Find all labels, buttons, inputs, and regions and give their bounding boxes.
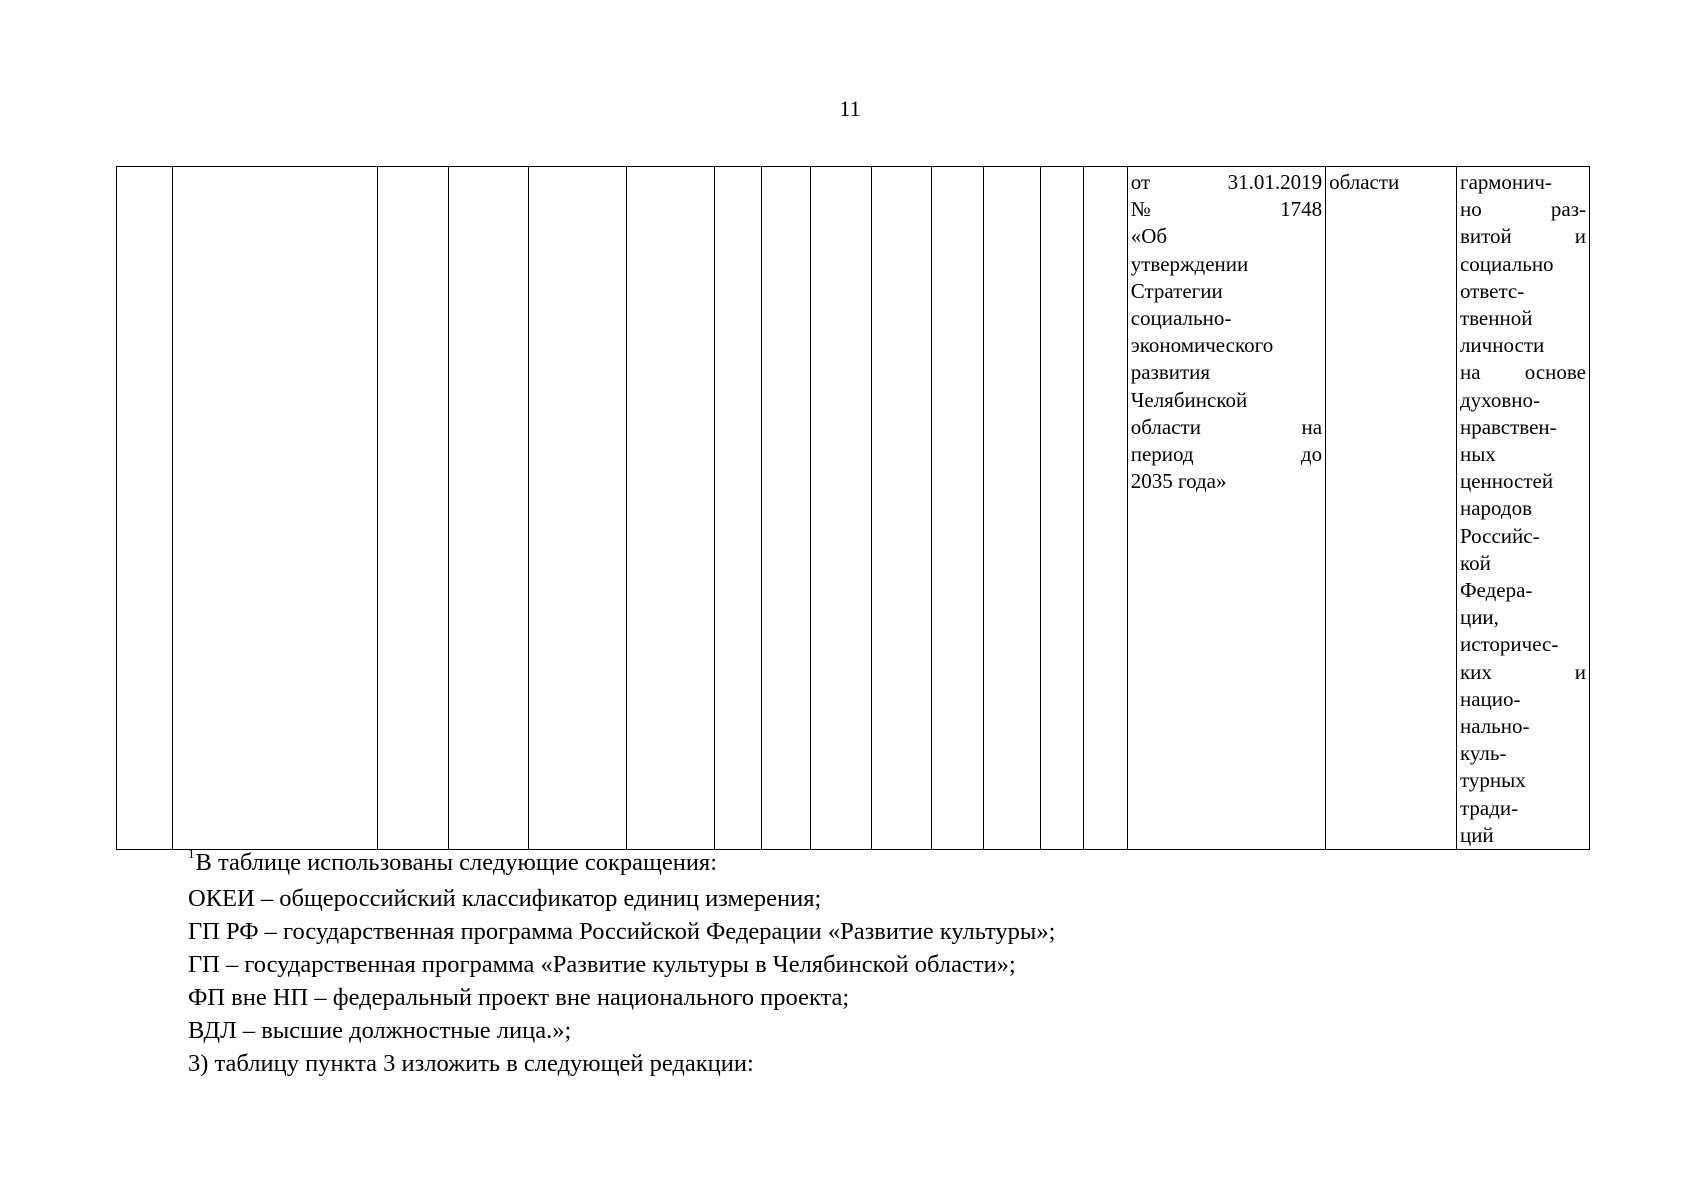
empty-cell <box>983 167 1040 850</box>
cell-text-line <box>1460 387 1586 414</box>
cell-word: до <box>1300 442 1323 467</box>
cell-text-line <box>1131 278 1322 305</box>
cell-word: ответс- <box>1459 278 1525 303</box>
cell-word: «Об <box>1130 224 1168 249</box>
cell-text-line <box>1131 196 1322 223</box>
continuation-table <box>116 166 1590 850</box>
cell-word: 2035 года» <box>1130 469 1227 494</box>
footnote-block <box>188 846 1568 1080</box>
cell-word: Челябинской <box>1130 387 1248 412</box>
cell-text-line <box>1460 659 1586 686</box>
cell-word: утверждении <box>1130 251 1249 276</box>
cell-word: ных <box>1459 442 1496 467</box>
empty-cell <box>762 167 810 850</box>
footnote-line-vdl: ВДЛ – высшие должностные лица.»; <box>188 1017 572 1044</box>
cell-word: духовно- <box>1459 387 1540 412</box>
empty-cell <box>810 167 871 850</box>
cell-word: нацио- <box>1459 686 1521 711</box>
cell-text-line <box>1460 441 1586 468</box>
cell-text-line <box>1131 359 1322 386</box>
cell-text-line <box>1460 169 1586 196</box>
footnote-line-okei: ОКЕИ – общероссийский классификатор единиц измерения; <box>188 885 822 912</box>
cell-word: историчес- <box>1459 632 1559 657</box>
cell-word: ции, <box>1459 605 1499 630</box>
cell-word: социально <box>1459 251 1554 276</box>
table-row <box>117 167 1590 850</box>
cell-word: гармонич- <box>1459 170 1552 194</box>
document-reference-cell <box>1127 167 1325 850</box>
footnote-heading: В таблице использованы следующие сокращения: <box>195 849 718 876</box>
cell-text-line <box>1460 223 1586 250</box>
cell-text-line <box>1131 169 1322 196</box>
cell-text-line <box>1460 767 1586 794</box>
empty-cell <box>117 167 173 850</box>
cell-word: основе <box>1524 360 1586 385</box>
instruction-line: 3) таблицу пункта 3 изложить в следующей редакции: <box>188 1050 754 1077</box>
empty-cell <box>528 167 627 850</box>
cell-word: и <box>1574 224 1586 249</box>
footnote-line-gp-rf: ГП РФ – государственная программа Российской Федерации «Развитие культуры»; <box>188 918 1056 945</box>
cell-text-line <box>1460 305 1586 332</box>
empty-cell <box>932 167 983 850</box>
cell-text-line <box>1460 550 1586 577</box>
cell-word: тради- <box>1459 795 1519 820</box>
cell-word: витой <box>1459 224 1512 249</box>
cell-text-line <box>1460 795 1586 822</box>
cell-text-line <box>1460 713 1586 740</box>
region-cell <box>1326 167 1457 850</box>
cell-word: 31.01.2019 <box>1227 170 1323 194</box>
cell-text-line <box>1131 468 1322 495</box>
document-reference-text <box>1128 167 1325 495</box>
cell-text-line <box>1460 604 1586 631</box>
footnote-heading-line <box>188 846 1568 882</box>
cell-word: кой <box>1459 550 1491 575</box>
empty-cell <box>627 167 715 850</box>
cell-word: раз- <box>1550 197 1586 222</box>
cell-text-line <box>1460 278 1586 305</box>
goal-text <box>1457 167 1589 849</box>
cell-word: ций <box>1459 822 1494 847</box>
cell-text-line <box>1131 387 1322 414</box>
cell-text-line <box>1460 523 1586 550</box>
empty-cell <box>715 167 762 850</box>
cell-word: личности <box>1459 333 1545 358</box>
cell-word: экономического <box>1130 333 1274 358</box>
cell-text-line <box>1460 414 1586 441</box>
page-number: 11 <box>839 96 861 121</box>
cell-text-line <box>1460 196 1586 223</box>
cell-text-line <box>1131 305 1322 332</box>
cell-word: развития <box>1130 360 1211 385</box>
empty-cell <box>377 167 448 850</box>
cell-word: период <box>1130 442 1194 467</box>
cell-text-line <box>1460 822 1586 849</box>
cell-word: ценностей <box>1459 469 1554 494</box>
cell-word: и <box>1574 659 1586 684</box>
cell-word: № <box>1130 197 1151 222</box>
cell-text-line <box>1131 223 1322 250</box>
cell-text-line <box>1460 251 1586 278</box>
cell-text-line <box>1460 577 1586 604</box>
empty-cell <box>173 167 377 850</box>
cell-text-line <box>1460 495 1586 522</box>
cell-text-line <box>1460 740 1586 767</box>
cell-text-line <box>1460 631 1586 658</box>
empty-cell <box>1041 167 1084 850</box>
cell-text-line <box>1131 441 1322 468</box>
footnote-marker: 1 <box>188 846 195 861</box>
cell-word: нально- <box>1459 714 1530 739</box>
cell-word: куль- <box>1459 741 1507 766</box>
footnote-line-gp: ГП – государственная программа «Развитие культуры в Челябинской области»; <box>188 951 1016 978</box>
cell-text-line <box>1460 686 1586 713</box>
cell-word: Федера- <box>1459 578 1533 603</box>
cell-word: Стратегии <box>1130 278 1223 303</box>
footnote-line-fp: ФП вне НП – федеральный проект вне национального проекта; <box>188 984 850 1011</box>
cell-word: области <box>1130 414 1201 439</box>
cell-text-line <box>1131 251 1322 278</box>
cell-word: но <box>1459 197 1482 222</box>
cell-word: на <box>1459 360 1481 385</box>
cell-word: народов <box>1459 496 1533 521</box>
cell-text-line <box>1460 332 1586 359</box>
cell-word: Российс- <box>1459 523 1540 548</box>
cell-text-line <box>1131 414 1322 441</box>
cell-word: 1748 <box>1280 197 1323 222</box>
cell-word: нравствен- <box>1459 414 1557 439</box>
empty-cell <box>1084 167 1127 850</box>
empty-cell <box>872 167 932 850</box>
cell-word: на <box>1301 414 1323 439</box>
goal-cell <box>1456 167 1589 850</box>
cell-word: твенной <box>1459 306 1533 331</box>
cell-word: социально- <box>1130 306 1232 331</box>
cell-word: турных <box>1459 768 1526 793</box>
cell-text-line <box>1460 468 1586 495</box>
cell-word: от <box>1130 170 1151 194</box>
cell-text-line <box>1131 332 1322 359</box>
region-text: области <box>1329 170 1400 194</box>
cell-word: ких <box>1459 659 1492 684</box>
empty-cell <box>449 167 529 850</box>
cell-text-line <box>1460 359 1586 386</box>
